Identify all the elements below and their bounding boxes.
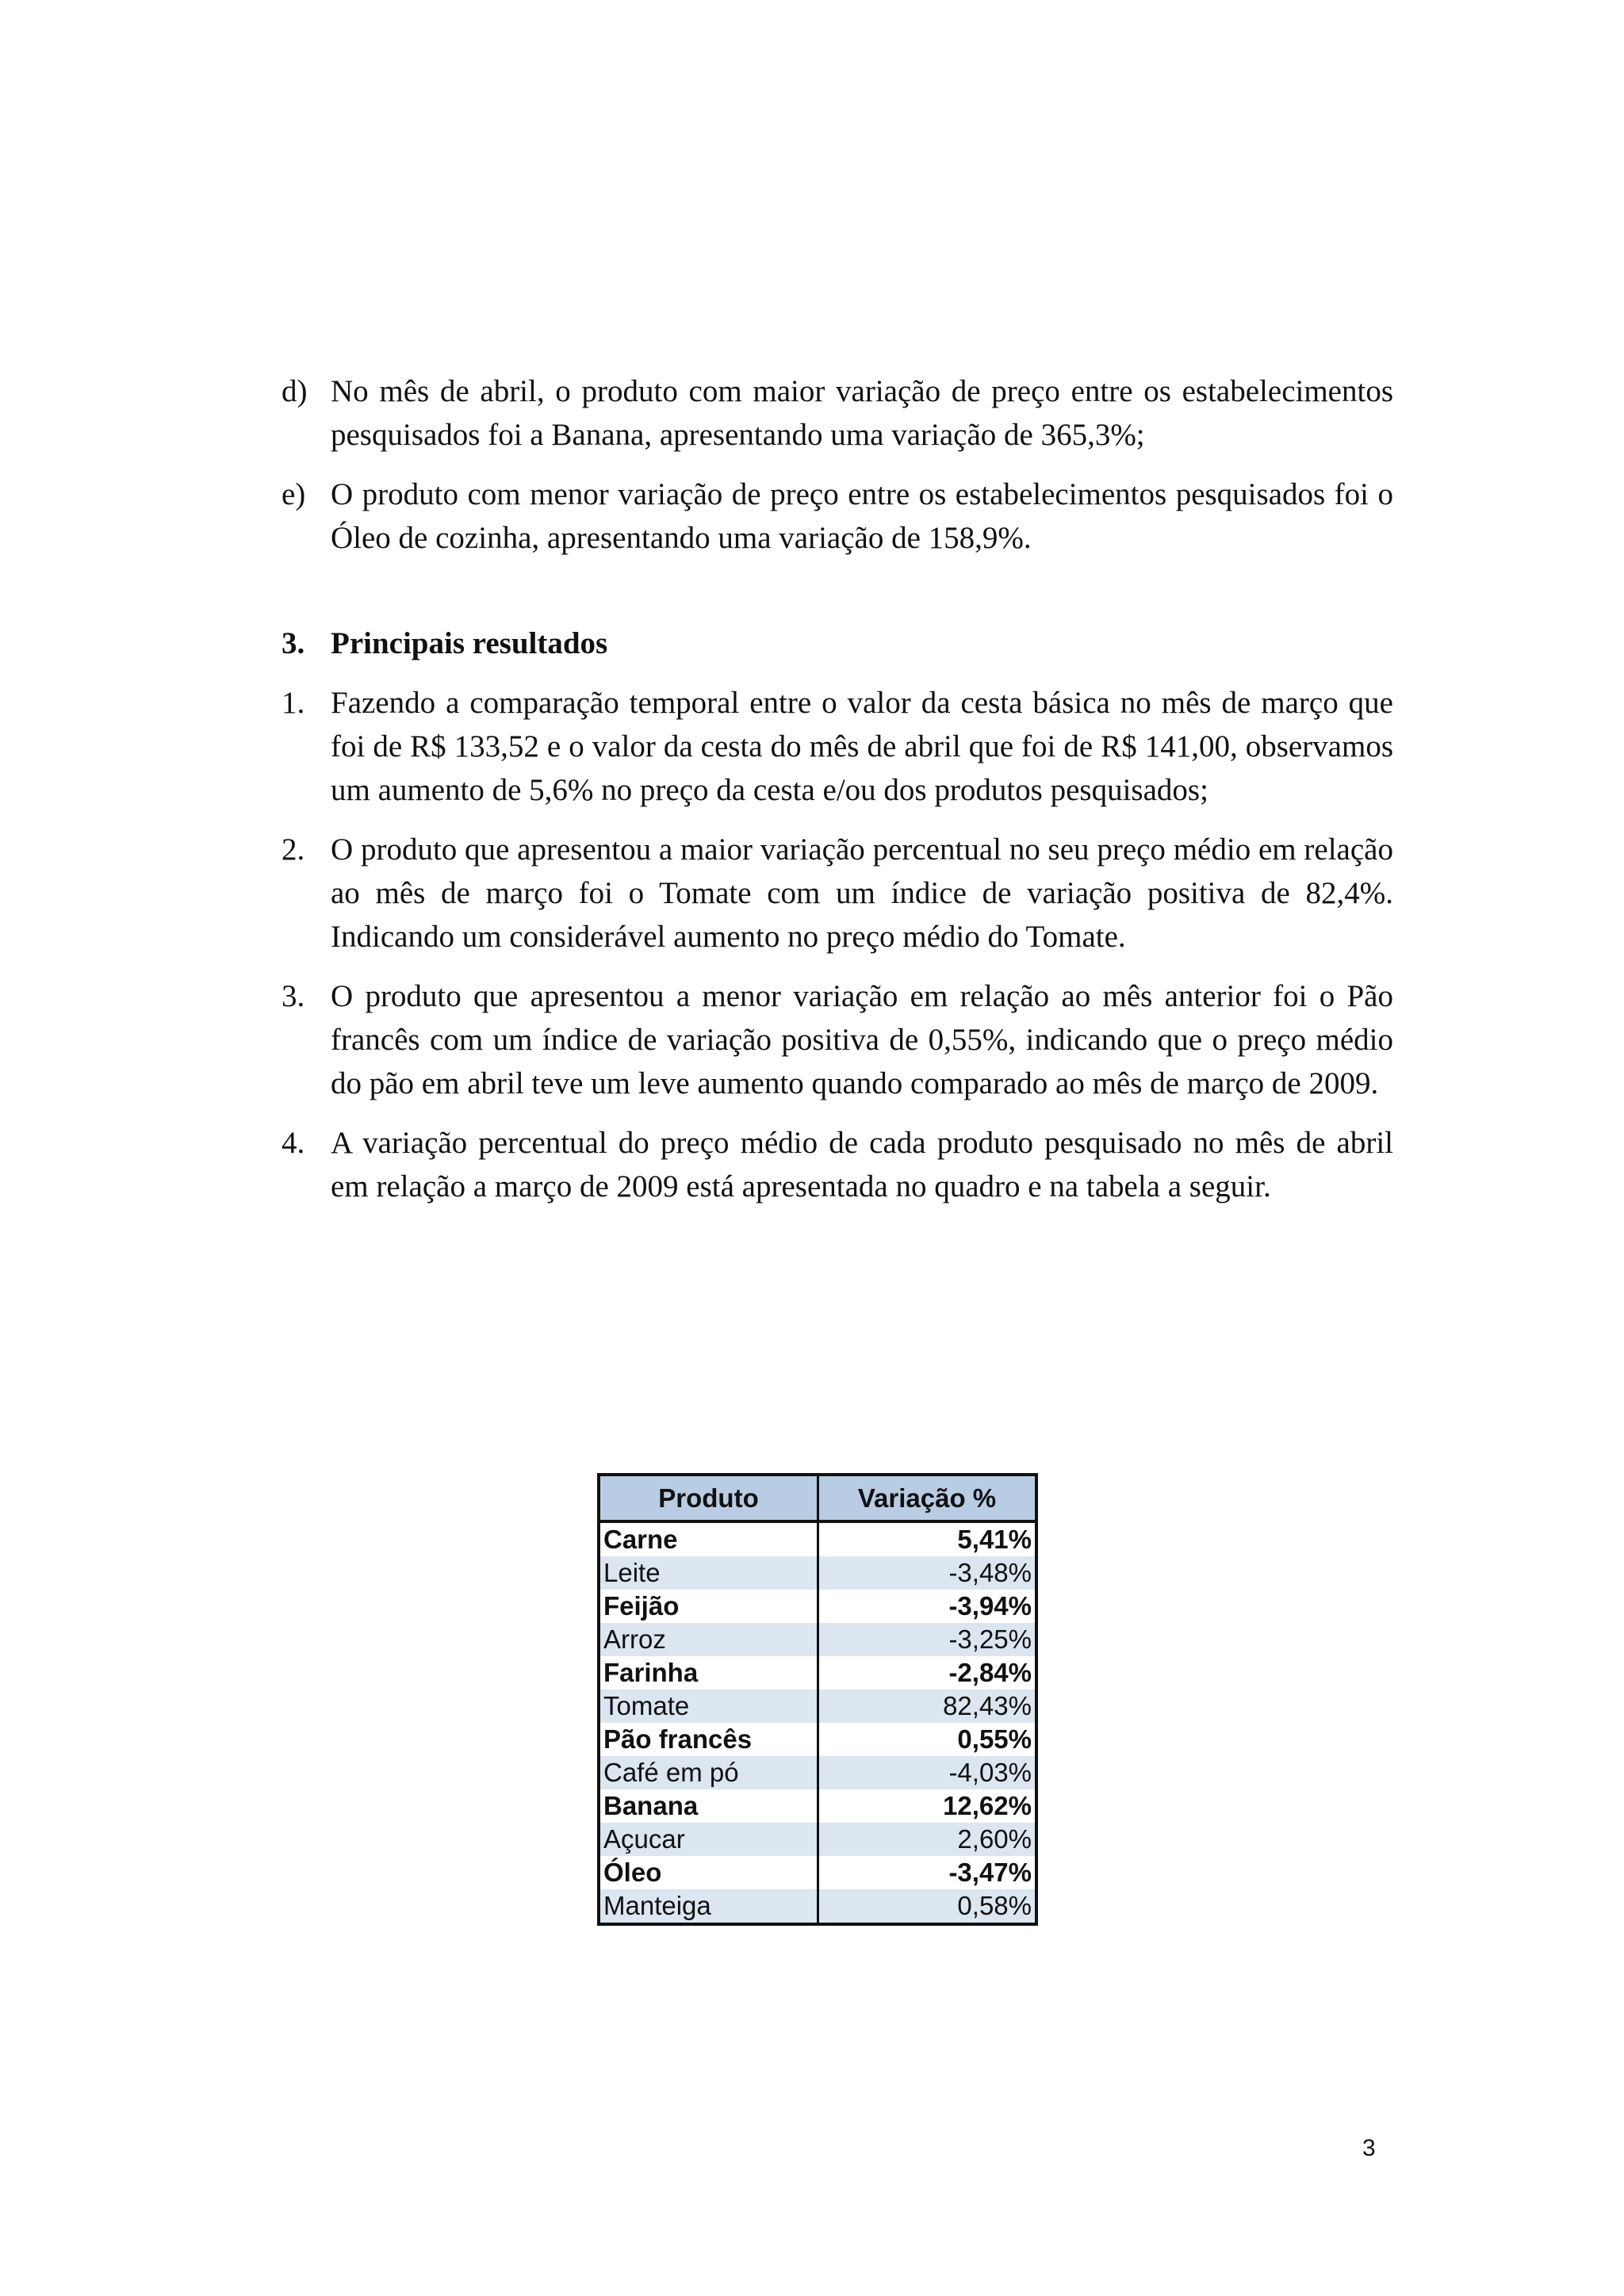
product-cell: Pão francês: [599, 1723, 818, 1756]
table-row: [599, 1623, 1036, 1656]
table-row: [599, 1723, 1036, 1756]
result-item-3: [282, 974, 1393, 1105]
variation-cell: -3,94%: [818, 1590, 1037, 1623]
variation-table: [597, 1473, 1038, 1926]
list-marker: 1.: [282, 686, 305, 720]
variation-cell: 12,62%: [818, 1789, 1037, 1823]
result-item-4: [282, 1121, 1393, 1208]
list-text: No mês de abril, o produto com maior variação de preço entre os estabelecimentos pesquisados foi a Banana, apresentando uma variação de 365,3%;: [331, 374, 1393, 452]
variation-cell: 2,60%: [818, 1823, 1037, 1856]
table-row: [599, 1656, 1036, 1689]
table-row: [599, 1856, 1036, 1889]
table-row: [599, 1889, 1036, 1924]
list-marker: 3.: [282, 979, 305, 1013]
section-number: 3.: [282, 626, 305, 660]
product-cell: Banana: [599, 1789, 818, 1823]
document-body: [282, 369, 1393, 1208]
result-item-2: [282, 828, 1393, 959]
list-marker: e): [282, 477, 306, 511]
variation-cell: -3,47%: [818, 1856, 1037, 1889]
section-heading: [282, 622, 1393, 665]
header-produto: Produto: [599, 1475, 818, 1521]
list-text: O produto que apresentou a maior variação percentual no seu preço médio em relação ao mês de março foi o Tomate com um índice de variação positiva de 82,4%. Indicando um considerável aumento no preço médio do Tomate.: [331, 832, 1393, 954]
table-header-row: [599, 1475, 1036, 1521]
page-number: 3: [1362, 2135, 1376, 2161]
product-cell: Manteiga: [599, 1889, 818, 1924]
product-cell: Açucar: [599, 1823, 818, 1856]
variation-cell: 5,41%: [818, 1521, 1037, 1556]
variation-cell: -3,48%: [818, 1556, 1037, 1590]
variation-cell: -3,25%: [818, 1623, 1037, 1656]
product-cell: Carne: [599, 1521, 818, 1556]
list-marker: d): [282, 374, 308, 408]
variation-cell: 0,58%: [818, 1889, 1037, 1924]
product-cell: Farinha: [599, 1656, 818, 1689]
list-text: O produto que apresentou a menor variação em relação ao mês anterior foi o Pão francês com um índice de variação positiva de 0,55%, indicando que o preço médio do pão em abril teve um leve aumento quando comparado ao mês de março de 2009.: [331, 979, 1393, 1100]
list-text: Fazendo a comparação temporal entre o valor da cesta básica no mês de março que foi de R$ 133,52 e o valor da cesta do mês de abril que foi de R$ 141,00, observamos um aumento de 5,6% no preço da cesta e/ou dos produtos pesquisados;: [331, 686, 1393, 807]
list-marker: 4.: [282, 1126, 305, 1160]
table-row: [599, 1521, 1036, 1556]
variation-cell: 82,43%: [818, 1689, 1037, 1723]
section-title: Principais resultados: [331, 626, 608, 660]
list-item-e: [282, 473, 1393, 560]
product-cell: Feijão: [599, 1590, 818, 1623]
product-cell: Arroz: [599, 1623, 818, 1656]
table-row: [599, 1556, 1036, 1590]
list-item-d: [282, 369, 1393, 457]
list-text: A variação percentual do preço médio de cada produto pesquisado no mês de abril em relação a março de 2009 está apresentada no quadro e na tabela a seguir.: [331, 1126, 1393, 1203]
result-item-1: [282, 681, 1393, 812]
variation-cell: -2,84%: [818, 1656, 1037, 1689]
table-row: [599, 1590, 1036, 1623]
product-cell: Café em pó: [599, 1756, 818, 1789]
variation-cell: 0,55%: [818, 1723, 1037, 1756]
table-row: [599, 1756, 1036, 1789]
table-body: [599, 1521, 1036, 1924]
table-row: [599, 1689, 1036, 1723]
variation-cell: -4,03%: [818, 1756, 1037, 1789]
header-variacao: Variação %: [818, 1475, 1037, 1521]
product-cell: Óleo: [599, 1856, 818, 1889]
table-row: [599, 1823, 1036, 1856]
list-text: O produto com menor variação de preço entre os estabelecimentos pesquisados foi o Óleo de cozinha, apresentando uma variação de 158,9%.: [331, 477, 1393, 555]
product-cell: Leite: [599, 1556, 818, 1590]
table-row: [599, 1789, 1036, 1823]
product-cell: Tomate: [599, 1689, 818, 1723]
variation-table-wrapper: [597, 1473, 1038, 1926]
list-marker: 2.: [282, 832, 305, 867]
